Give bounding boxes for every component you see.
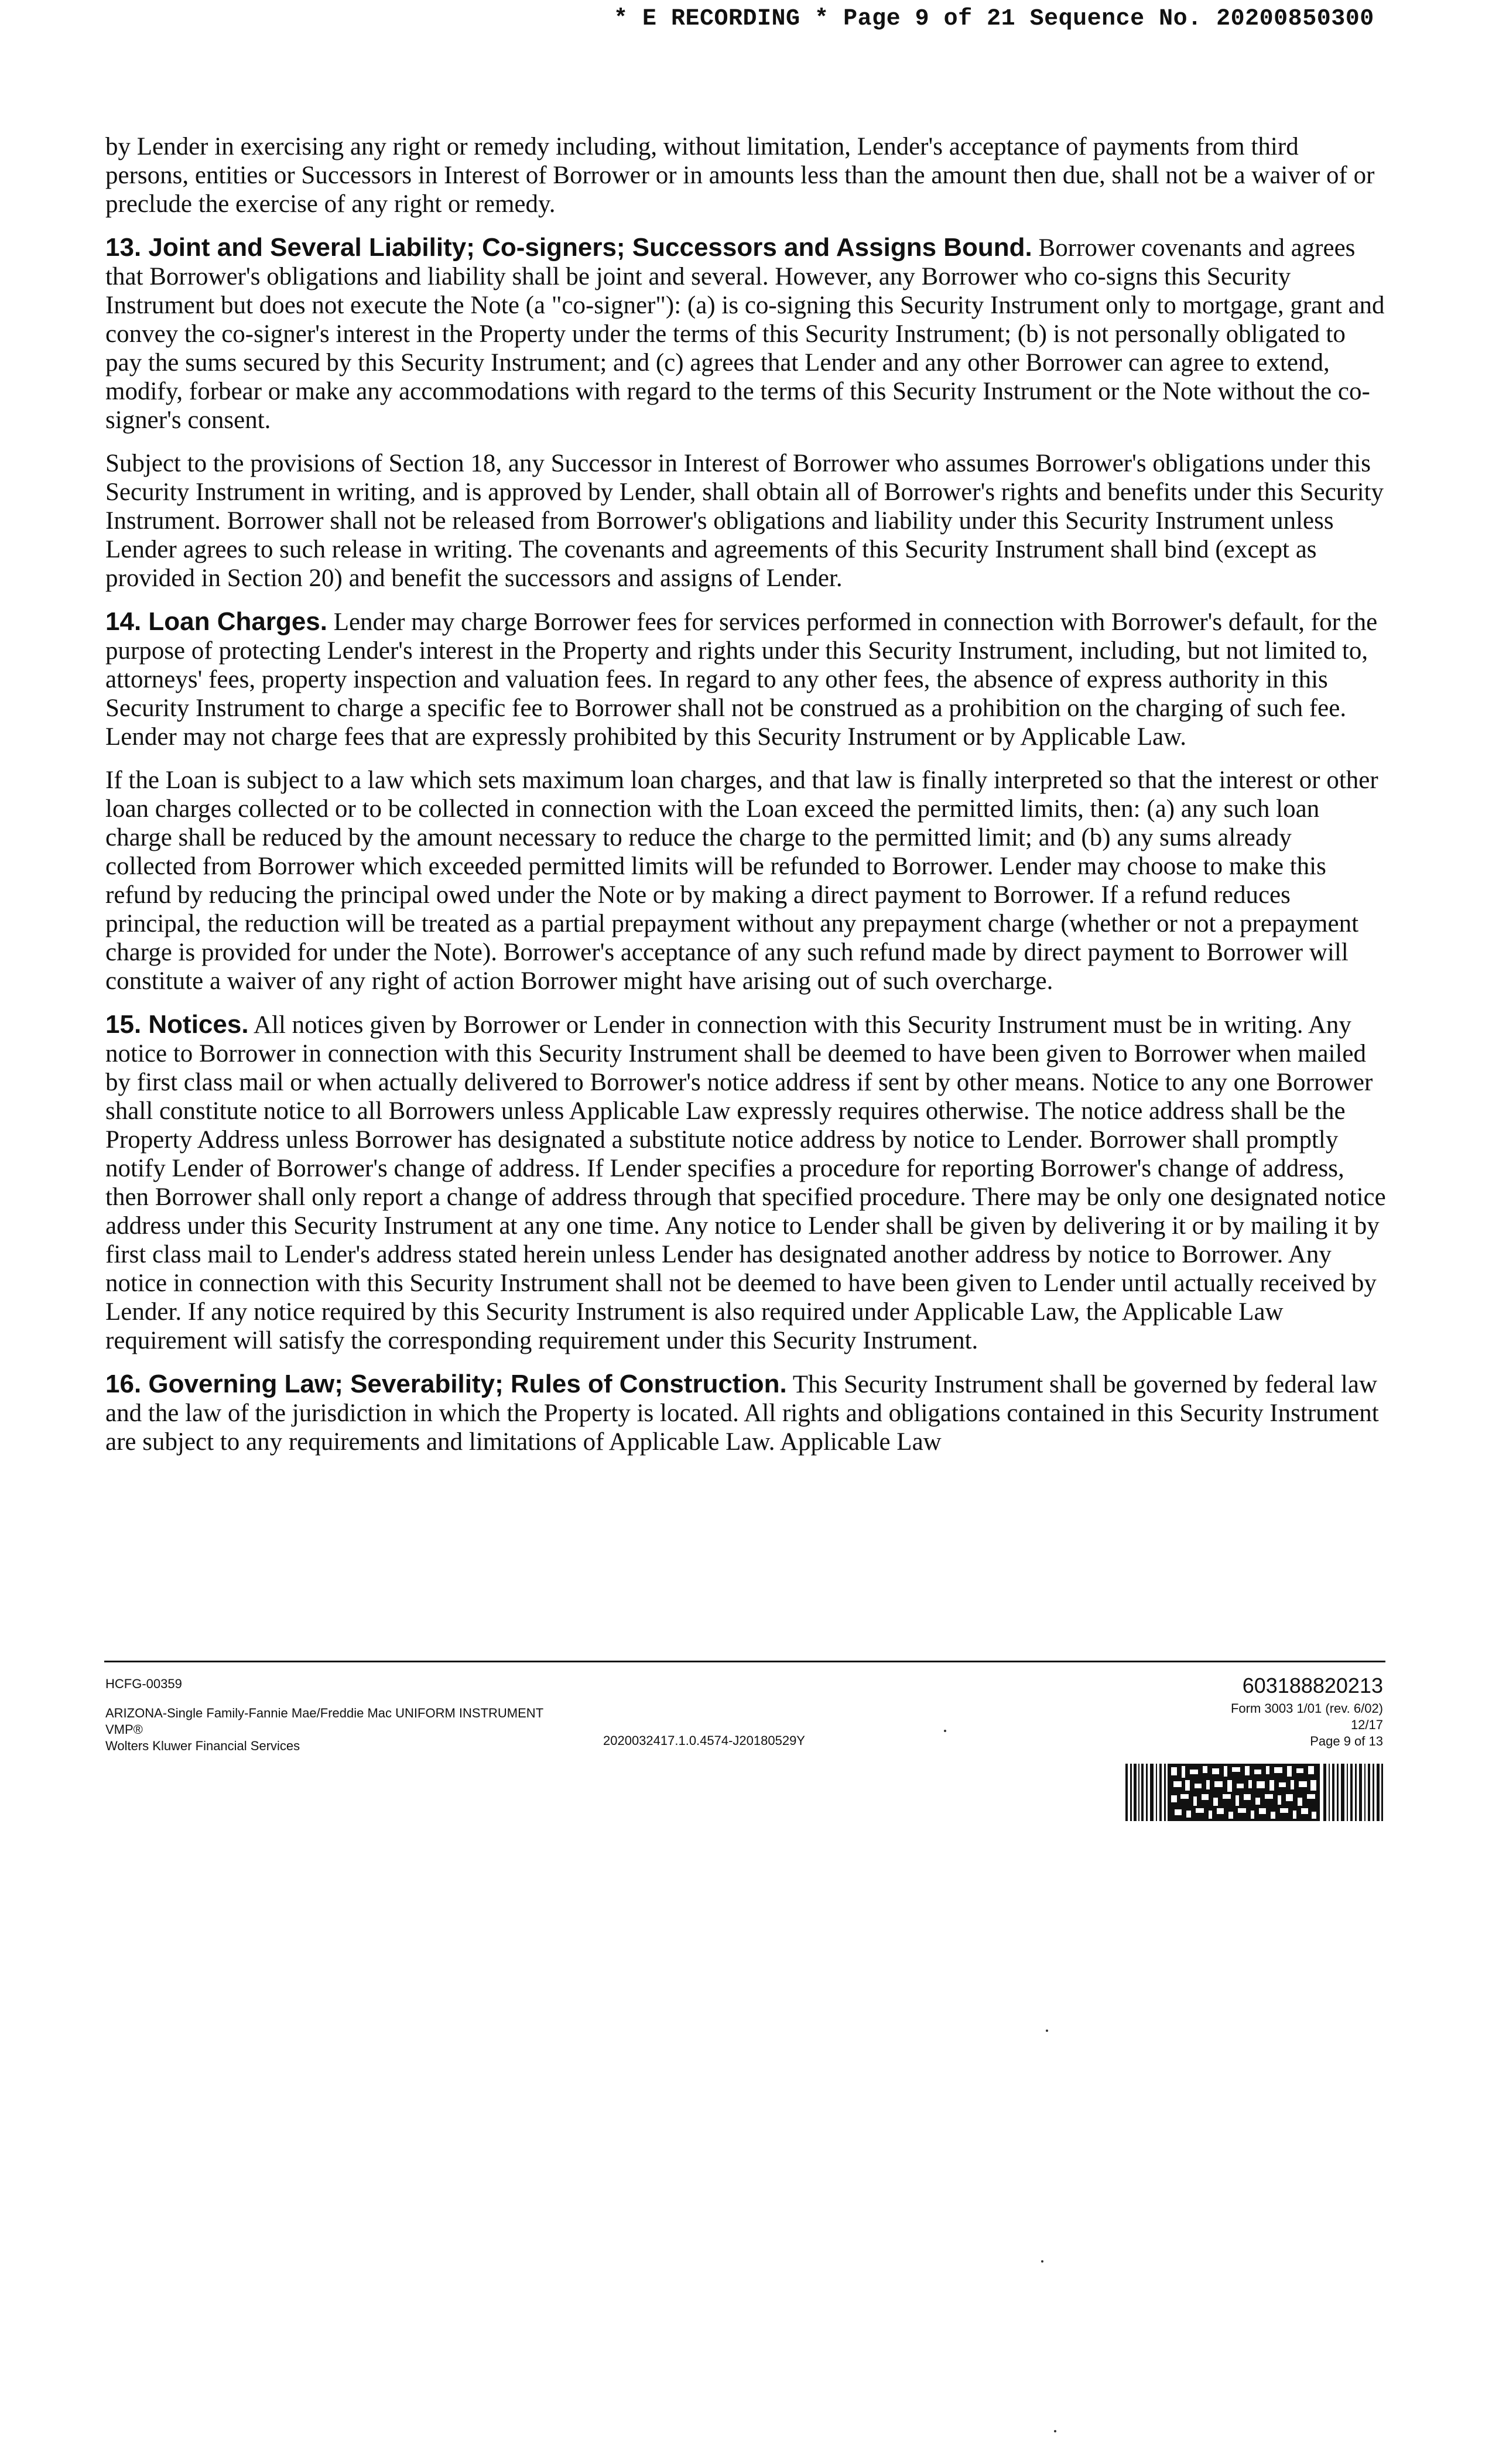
section-13-text: Borrower covenants and agrees that Borrower's obligations and liability shall be joint and several. However, any Borrower who co-signs this Security Instrument but does not execute the Note (a "co-signer"): (a) is co-signing this Security Instrument only to mortgage, grant and convey the co-signer's interest in the Property under the terms of this Security Instrument; (b) is not personally obligated to pay the sums secured by this Security Instrument; and (c) agrees that Lender and any other Borrower can agree to extend, modify, forbear or make any accommodations with regard to the terms of this Security Instrument or the Note without the co-signer's consent. <box>105 234 1385 434</box>
page-number: Page 9 of 13 <box>1310 1734 1383 1748</box>
paragraph-text: by Lender in exercising any right or remedy including, without limitation, Lender's acceptance of payments from third persons, entities or Successors in Interest of Borrower or in amounts less than the amount then due, shall not be a waiver of or preclude the exercise of any right or remedy. <box>105 133 1375 218</box>
section-16-heading: 16. Governing Law; Severability; Rules of Construction. <box>105 1370 787 1398</box>
scan-speck <box>944 1730 946 1732</box>
revision-date: 12/17 <box>1350 1717 1383 1732</box>
section-16-text: This Security Instrument shall be governed by federal law and the law of the jurisdiction in which the Property is located. All rights and obligations contained in this Security Instrument are subject to any requirements and limitations of Applicable Law. Applicable Law <box>105 1371 1379 1456</box>
loan-number: 603188820213 <box>1242 1674 1383 1698</box>
section-15-heading: 15. Notices. <box>105 1010 249 1039</box>
footer-divider <box>104 1661 1385 1662</box>
recording-header: * E RECORDING * Page 9 of 21 Sequence No. 20200850300 <box>614 6 1374 32</box>
scan-speck <box>1041 2260 1043 2263</box>
section-14-heading: 14. Loan Charges. <box>105 607 328 636</box>
scan-speck <box>1046 2030 1048 2032</box>
section-13 <box>105 233 1388 434</box>
document-id: 2020032417.1.0.4574-J20180529Y <box>603 1733 805 1748</box>
scan-speck <box>1054 2430 1056 2432</box>
section-14 <box>105 607 1388 751</box>
section-16 <box>105 1370 1388 1456</box>
footer-right <box>1231 1674 1383 1750</box>
section-14-text: Lender may charge Borrower fees for services performed in connection with Borrower's default, for the purpose of protecting Lender's interest in the Property and rights under this Security Instrument, including, but not limited to, attorneys' fees, property inspection and valuation fees. In regard to any other fees, the absence of express authority in this Security Instrument to charge a specific fee to Borrower shall not be construed as a prohibition on the charging of such fee. Lender may not charge fees that are expressly prohibited by this Security Instrument or by Applicable Law. <box>105 608 1378 751</box>
section-15 <box>105 1010 1388 1355</box>
paragraph-text: If the Loan is subject to a law which sets maximum loan charges, and that law is finally interpreted so that the interest or other loan charges collected or to be collected in connection with the Loan exceed the permitted limits, then: (a) any such loan charge shall be reduced by the amount necessary to reduce the charge to the permitted limit; and (b) any sums already collected from Borrower which exceeded permitted limits will be refunded to Borrower. Lender may choose to make this refund by reducing the principal owed under the Note or by making a direct payment to Borrower. If a refund reduces principal, the reduction will be treated as a partial prepayment without any prepayment charge (whether or not a prepayment charge is provided for under the Note). Borrower's acceptance of any such refund made by direct payment to Borrower will constitute a waiver of any right of action Borrower might have arising out of such overcharge. <box>105 766 1378 995</box>
form-number: Form 3003 1/01 (rev. 6/02) <box>1230 1701 1383 1716</box>
section-13-heading: 13. Joint and Several Liability; Co-signers; Successors and Assigns Bound. <box>105 233 1032 262</box>
section-13-successors <box>105 449 1388 593</box>
section-14-limits <box>105 766 1388 995</box>
body-text <box>105 132 1388 1471</box>
form-code: HCFG-00359 <box>105 1676 182 1691</box>
paragraph-continued <box>105 132 1388 218</box>
paragraph-text: Subject to the provisions of Section 18, any Successor in Interest of Borrower who assumes Borrower's obligations under this Security Instrument in writing, and is approved by Lender, shall obtain all of Borrower's rights and benefits under this Security Instrument. Borrower shall not be released from Borrower's obligations and liability under this Security Instrument unless Lender agrees to such release in writing. The covenants and agreements of this Security Instrument shall bind (except as provided in Section 20) and benefit the successors and assigns of Lender. <box>105 450 1384 592</box>
instrument-title: ARIZONA-Single Family-Fannie Mae/Freddie Mac UNIFORM INSTRUMENT <box>105 1706 544 1720</box>
section-15-text: All notices given by Borrower or Lender in connection with this Security Instrument must be in writing. Any notice to Borrower in connection with this Security Instrument shall be deemed to have been given to Borrower when mailed by first class mail or when actually delivered to Borrower's notice address if sent by other means. Notice to any one Borrower shall constitute notice to all Borrowers unless Applicable Law expressly requires otherwise. The notice address shall be the Property Address unless Borrower has designated a substitute notice address by notice to Lender. Borrower shall promptly notify Lender of Borrower's change of address. If Lender specifies a procedure for reporting Borrower's change of address, then Borrower shall only report a change of address through that specified procedure. There may be only one designated notice address under this Security Instrument at any one time. Any notice to Lender shall be given by delivering it or by mailing it by first class mail to Lender's address stated herein unless Lender has designated another address by notice to Borrower. Any notice in connection with this Security Instrument shall not be deemed to have been given to Lender until actually received by Lender. If any notice required by this Security Instrument is also required under Applicable Law, the Applicable Law requirement will satisfy the corresponding requirement under this Security Instrument. <box>105 1011 1386 1354</box>
publisher-label: Wolters Kluwer Financial Services <box>105 1739 300 1753</box>
barcode-icon <box>1125 1764 1383 1821</box>
vmp-label: VMP® <box>105 1722 143 1737</box>
